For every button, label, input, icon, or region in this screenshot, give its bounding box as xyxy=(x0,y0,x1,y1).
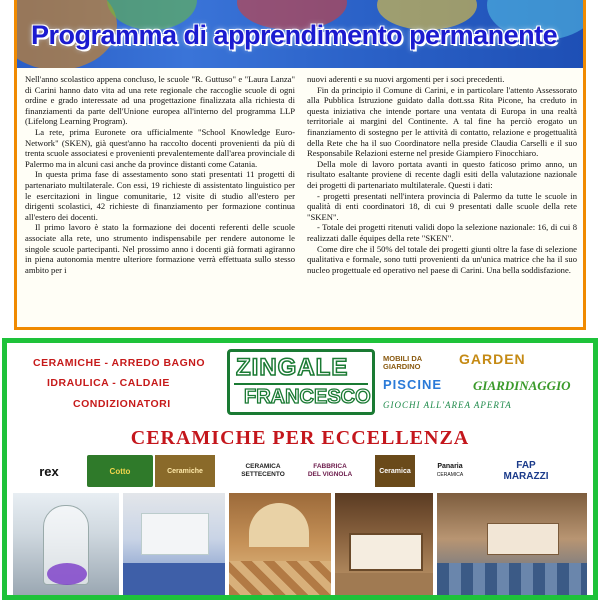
brand-logo xyxy=(429,455,471,487)
article-title: Programma di apprendimento permanente xyxy=(31,20,558,50)
advertisement xyxy=(2,338,598,600)
paragraph: - Totale dei progetti ritenuti validi dopo la selezione nazionale: 16, di cui 8 realizzati dalle équipes della rete "SKEN". xyxy=(307,222,577,243)
paragraph: - progetti presentati nell'intera provincia di Palermo da tutte le scuole in qualità di enti coordinatori 18, di cui 9 presentati dalle scuole della rete "SKEN". xyxy=(307,190,577,222)
brand-logo-sub: MARAZZI xyxy=(503,471,549,482)
photo-shower-cabin xyxy=(13,493,119,595)
brand-logo-text: FAP xyxy=(516,460,536,471)
mobili-line-1: MOBILI DA xyxy=(383,354,423,363)
paragraph: La rete, prima Euronete ora ufficialmente "School Knowledge Euro-Network" (SKEN), già quest'anno ha raccolto docenti provenienti da più di trenta scuole associatesi e provenienti prevalentemente dall'area provinciale di Palermo ma in alcuni casi anche da province distanti come Catania. xyxy=(25,126,295,169)
news-article xyxy=(14,0,586,330)
brand-logo: FABBRICA DEL VIGNOLA xyxy=(307,463,353,478)
article-column-1 xyxy=(25,74,295,322)
brand-logo xyxy=(491,455,561,487)
service-line: CONDIZIONATORI xyxy=(73,398,171,410)
logo-name-1: ZINGALE xyxy=(236,354,349,381)
company-logo xyxy=(227,349,375,415)
paragraph: Della mole di lavoro portata avanti in questo faticoso primo anno, un risultato esaltante proviene di recente dagli esiti della valutazione nazionale dei progetti di partenariato multilaterale. Questi i dati: xyxy=(307,158,577,190)
ad-slogan: CERAMICHE PER ECCELLENZA xyxy=(130,427,470,449)
brand-logo-text: Panaria xyxy=(437,463,463,470)
brand-logo: Ceramiche xyxy=(155,455,215,487)
paragraph: Come dire che il 50% del totale dei progetti giunti oltre la fase di selezione qualitativa e formale, sono tutti provenienti da un'unica matrice che ha il suo nucleo progettuale ed operativo nel paese di Carini. Una bella soddisfazione. xyxy=(307,243,577,275)
service-line: IDRAULICA - CALDAIE xyxy=(47,377,170,389)
article-body xyxy=(25,74,577,322)
article-banner xyxy=(17,0,583,68)
product-photos xyxy=(13,493,587,595)
brand-logo: Cotto xyxy=(87,455,153,487)
brand-logo: rex xyxy=(39,463,59,479)
paragraph: nuovi aderenti e su nuovi argomenti per i soci precedenti. xyxy=(307,74,505,84)
paragraph: Il primo lavoro è stato la formazione dei docenti referenti delle scuole associate alla rete, uno strumento indispensabile per rendere autonome le singole scuole partecipanti. Nel prossimo anno i docenti già formati agiranno in piena autonomia mentre ulteriore formazione verrà effettuata sullo stesso ambito per i xyxy=(25,222,295,275)
giochi-label: GIOCHI ALL'AREA APERTA xyxy=(383,400,512,410)
paragraph: Fin da principio il Comune di Carini, e in particolare l'attento Assessorato alla Pubblica Istruzione guidato dalla dott.ssa Rita Picone, ha creduto in questa iniziativa che intende portare una ventata di Europa in una realtà territoriale ai margini del Continente. A tal fine ha perciò erogato un finanziamento di sostegno per le attività di contatto, relazione e progettualità della Rete che ha il suo Coordinatore nella preside Claudia Carselli e il suo Responsabile Relazioni esterne nel preside Giampiero Finocchiaro. xyxy=(307,84,577,159)
paragraph: Nell'anno scolastico appena concluso, le scuole "R. Guttuso" e "Laura Lanza" di Carini hanno dato vita ad una rete regionale che raccoglie scuole di ogni ordine e grado interessate ad una progettazione finalizzata alla richiesta di finanziamenti da parte dell'Unione europea all'interno del programma LLP (Lifelong Learning Program). xyxy=(25,74,295,127)
piscine-label: PISCINE xyxy=(383,377,443,392)
service-line: CERAMICHE - ARREDO BAGNO xyxy=(33,357,206,369)
photo-living-room xyxy=(437,493,587,595)
photo-bathroom xyxy=(123,493,225,595)
giardinaggio-label: GIARDINAGGIO xyxy=(473,378,571,393)
brand-logo: Ceramica xyxy=(375,455,415,487)
ad-right-block xyxy=(381,349,589,415)
brand-logos xyxy=(27,455,567,487)
mobili-label xyxy=(383,355,422,371)
photo-bedroom xyxy=(335,493,433,595)
brand-logo-sub: CERAMICA xyxy=(436,472,464,478)
mobili-line-2: GIARDINO xyxy=(383,362,421,371)
garden-label: GARDEN xyxy=(459,351,526,367)
article-column-2 xyxy=(307,74,577,322)
paragraph: In questa prima fase di assestamento sono stati presentati 11 progetti di partenariato multilaterale. Con essi, 19 richieste di assistentato linguistico per le esercitazioni in lingue comunitarie, 12 visite di studio all'estero per dirigenti scolastici, 42 richieste di finanziamento per formazione continua all'estero dei docenti. xyxy=(25,169,295,222)
logo-name-2: FRANCESCO xyxy=(244,386,371,408)
ad-header xyxy=(17,349,589,419)
photo-tiled-room xyxy=(229,493,331,595)
logo-divider xyxy=(234,383,368,385)
brand-logo: CERAMICA SETTECENTO xyxy=(241,463,285,478)
